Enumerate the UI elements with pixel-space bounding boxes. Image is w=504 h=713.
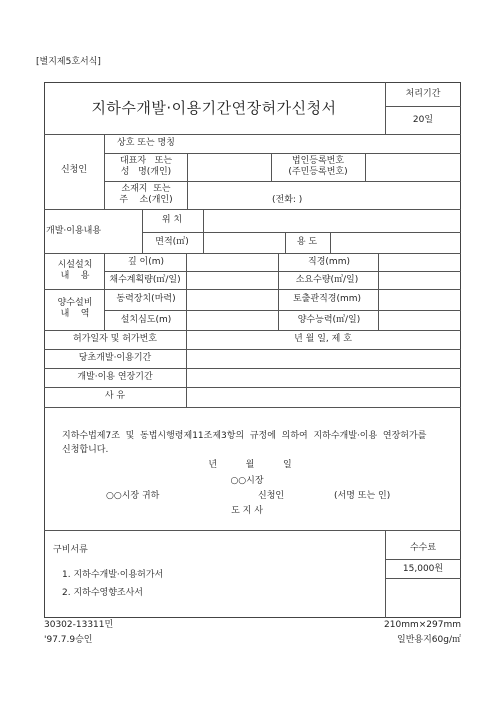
divider [44,209,461,210]
extension-period-label: 개발·이용 연장기간 [77,372,153,382]
business-name-label: 상호 또는 명칭 [117,138,175,148]
divider [385,559,461,560]
divider [385,530,386,618]
representative-label: 대표자 또는 성 명(개인) [119,156,173,178]
divider [44,134,461,135]
original-period-label: 당초개발·이용기간 [78,353,152,363]
divider [278,253,279,330]
processing-period-value: 20일 [412,115,434,125]
divider [104,181,461,182]
fee-label: 수수료 [409,543,437,553]
use-label: 용 도 [296,237,318,247]
fee-value: 15,000원 [402,564,444,574]
form-title: 지하수개발·이용기간연장허가신청서 [91,99,337,117]
divider [285,232,286,253]
divider [271,153,272,181]
divider [44,330,461,331]
divider [44,349,461,350]
required-volume-label: 소요수량(㎥/일) [295,275,359,285]
divider [44,407,461,408]
form-frame [44,82,461,618]
divider [385,82,386,134]
divider [44,289,461,290]
signature-note: (서명 또는 인) [334,491,391,501]
power-label: 동력장치(마력) [116,294,176,304]
divider [203,209,204,253]
required-documents-label: 구비서류 [53,545,88,555]
paper-size: 210mm×297mm [384,620,461,630]
divider [385,106,461,107]
divider [44,387,461,388]
divider [44,530,461,531]
document-item: 1. 지하수개발·이용허가서 [62,570,164,580]
area-label: 면적(㎡) [155,237,189,247]
permit-date-value: 년 월 일, 제 호 [294,334,352,344]
application-statement: 지하수법제7조 및 동법시행령제11조제3항의 규정에 의하여 지하수개발·이용 연장허가를 신청합니다. [62,431,427,456]
divider [142,232,461,233]
divider [44,253,461,254]
divider [104,153,461,154]
divider [365,153,366,181]
permit-date-label: 허가일자 및 허가번호 [73,334,157,344]
registration-number-label: 법인등록번호 (주민등록번호) [288,156,348,178]
divider [104,134,105,209]
form-number-label: [별지제5호서식] [36,57,101,67]
addressee: ○○시장 귀하 [106,491,160,501]
divider [104,310,461,311]
approval-date: '97.7.9승인 [44,635,93,645]
phone-label: (전화: ) [272,195,303,205]
divider [378,253,379,330]
reason-label: 사 유 [104,391,126,401]
pump-section-label: 양수설비 내 역 [57,298,93,320]
location-label: 위 치 [161,215,183,225]
development-section-label: 개발·이용내용 [46,226,102,236]
divider [187,153,188,209]
divider [186,330,187,407]
divider [104,253,105,330]
application-date: 년 월 일 [208,460,292,470]
discharge-diameter-label: 토출관직경(mm) [292,294,362,304]
divider [330,232,331,253]
form-code: 30302-13311민 [44,620,114,630]
processing-period-label: 처리기간 [405,89,441,99]
depth-label: 깊 이(m) [127,257,165,267]
diameter-label: 직경(mm) [308,257,350,267]
pump-capacity-label: 양수능력(㎥/일) [297,315,361,325]
applicant-signature-label: 신청인 [258,491,285,501]
applicant-section-label: 신청인 [60,165,88,175]
address-label: 소재지 또는 주 소(개인) [119,184,173,206]
planned-volume-label: 채수계획량(㎥/일) [109,275,181,285]
governor: 도 지 사 [231,506,263,516]
divider [44,368,461,369]
divider [142,209,143,253]
divider [104,271,461,272]
document-item: 2. 지하수영향조사서 [62,588,144,598]
divider [186,253,187,330]
facility-section-label: 시설설치 내 용 [57,260,93,282]
paper-type: 일반용지60g/㎡ [397,635,461,645]
divider [385,578,461,579]
install-depth-label: 설치심도(m) [120,315,172,325]
city-mayor: ○○시장 [230,476,264,486]
